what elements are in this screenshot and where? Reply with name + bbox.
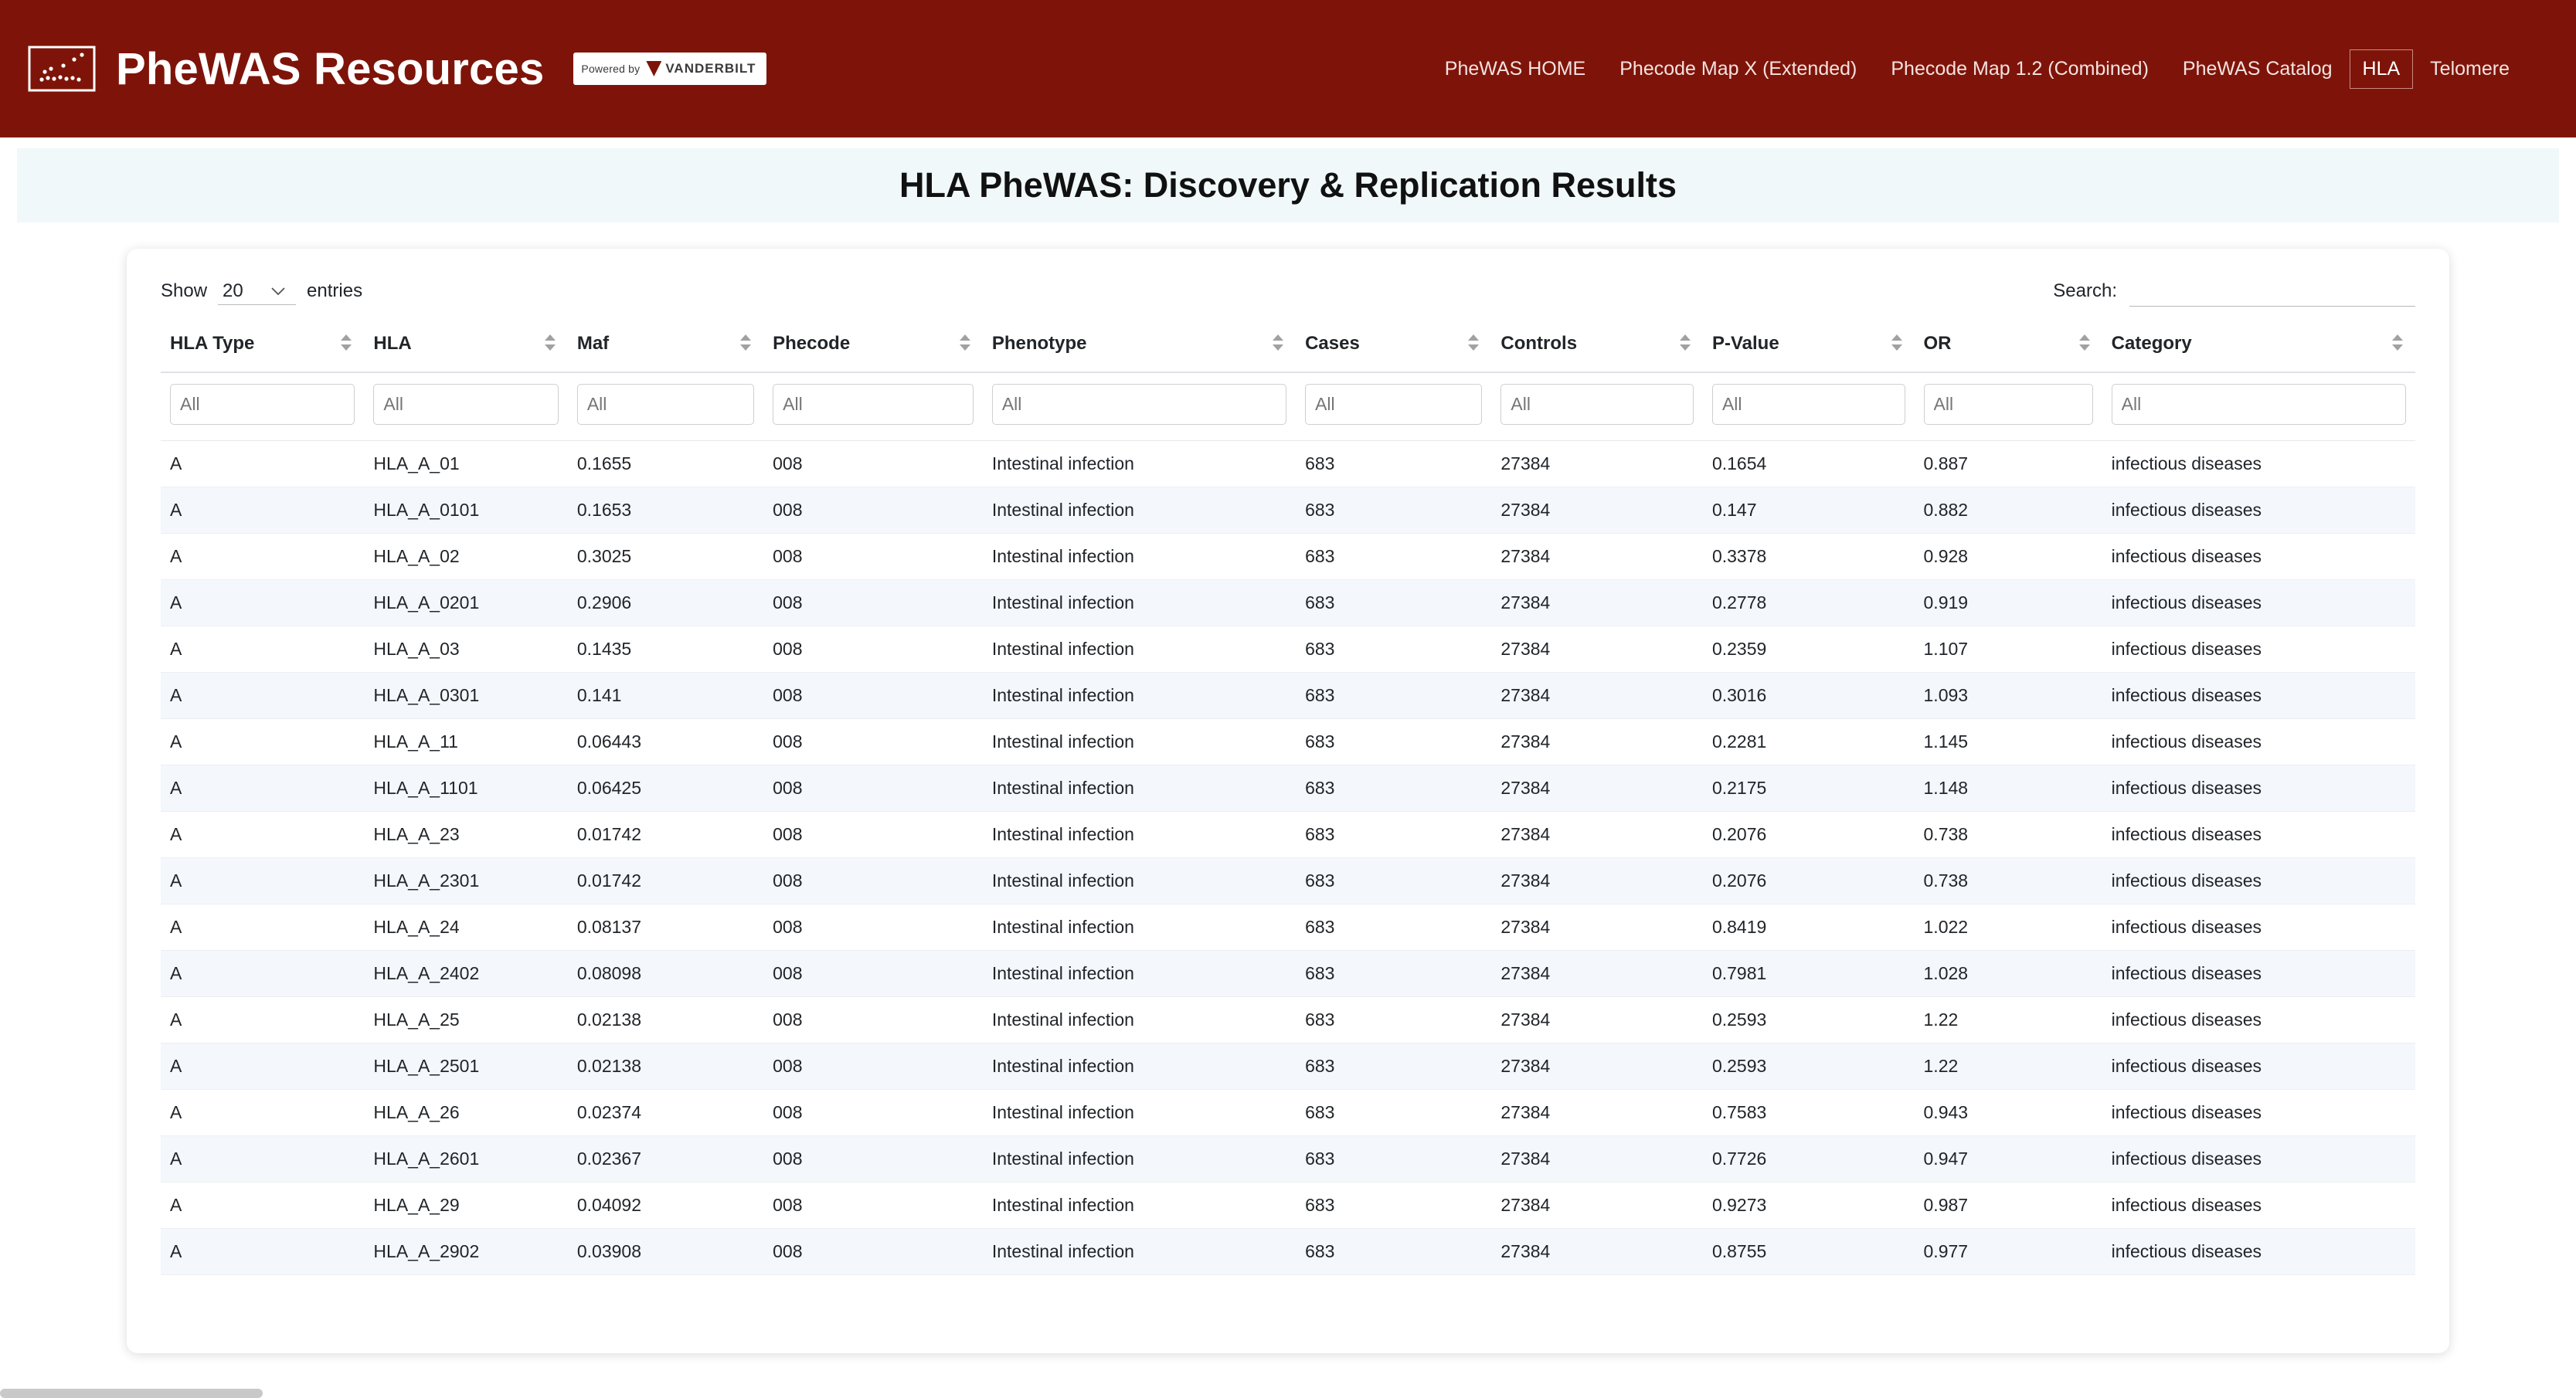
- filter-input-maf[interactable]: [577, 384, 754, 425]
- cell-phenotype: Intestinal infection: [983, 719, 1296, 765]
- cell-maf: 0.04092: [568, 1183, 763, 1229]
- cell-cases: 683: [1296, 812, 1491, 858]
- cell-hla-type: A: [161, 1136, 364, 1183]
- cell-hla-type: A: [161, 719, 364, 765]
- nav-item-phewas-catalog[interactable]: PheWAS Catalog: [2182, 57, 2333, 80]
- cell-hla: HLA_A_0301: [364, 673, 567, 719]
- cell-hla: HLA_A_0201: [364, 580, 567, 626]
- sort-arrows-icon[interactable]: [1891, 334, 1902, 351]
- cell-maf: 0.02367: [568, 1136, 763, 1183]
- cell-controls: 27384: [1491, 487, 1703, 534]
- cell-phenotype: Intestinal infection: [983, 580, 1296, 626]
- cell-p-value: 0.3016: [1703, 673, 1915, 719]
- cell-maf: 0.3025: [568, 534, 763, 580]
- cell-phenotype: Intestinal infection: [983, 812, 1296, 858]
- cell-maf: 0.141: [568, 673, 763, 719]
- cell-phenotype: Intestinal infection: [983, 1090, 1296, 1136]
- cell-hla-type: A: [161, 858, 364, 904]
- cell-p-value: 0.2778: [1703, 580, 1915, 626]
- filter-cell: [364, 372, 567, 441]
- cell-p-value: 0.8419: [1703, 904, 1915, 951]
- cell-hla: HLA_A_26: [364, 1090, 567, 1136]
- cell-phecode: 008: [763, 858, 983, 904]
- filter-cell: [1703, 372, 1915, 441]
- column-header-label: Maf: [576, 333, 610, 354]
- header-row: [161, 327, 2415, 372]
- cell-maf: 0.06425: [568, 765, 763, 812]
- cell-category: infectious diseases: [2102, 951, 2415, 997]
- entries-label: entries: [307, 280, 363, 301]
- table-row[interactable]: [161, 441, 2415, 487]
- cell-hla: HLA_A_25: [364, 997, 567, 1043]
- nav-item-telomere[interactable]: Telomere: [2430, 57, 2510, 80]
- nav-item-phewas-home[interactable]: PheWAS HOME: [1444, 57, 1586, 80]
- show-label: Show: [161, 280, 208, 301]
- cell-hla-type: A: [161, 673, 364, 719]
- cell-hla-type: A: [161, 997, 364, 1043]
- cell-hla: HLA_A_24: [364, 904, 567, 951]
- sort-arrows-icon[interactable]: [1468, 334, 1479, 351]
- cell-maf: 0.08137: [568, 904, 763, 951]
- page-title-band: [17, 148, 2559, 222]
- cell-phecode: 008: [763, 904, 983, 951]
- cell-category: infectious diseases: [2102, 1229, 2415, 1275]
- vanderbilt-wordmark: VANDERBILT: [665, 61, 756, 76]
- cell-or: 1.028: [1915, 951, 2102, 997]
- filter-input-controls[interactable]: [1500, 384, 1694, 425]
- sort-arrows-icon[interactable]: [1680, 334, 1691, 351]
- cell-hla: HLA_A_2501: [364, 1043, 567, 1090]
- cell-phecode: 008: [763, 997, 983, 1043]
- cell-controls: 27384: [1491, 626, 1703, 673]
- cell-p-value: 0.3378: [1703, 534, 1915, 580]
- cell-p-value: 0.1654: [1703, 441, 1915, 487]
- filter-input-phecode[interactable]: [773, 384, 974, 425]
- cell-maf: 0.02138: [568, 997, 763, 1043]
- cell-p-value: 0.7583: [1703, 1090, 1915, 1136]
- column-header-cases[interactable]: [1296, 327, 1491, 372]
- cell-category: infectious diseases: [2102, 1183, 2415, 1229]
- cell-cases: 683: [1296, 1183, 1491, 1229]
- cell-controls: 27384: [1491, 534, 1703, 580]
- cell-or: 0.882: [1915, 487, 2102, 534]
- cell-phenotype: Intestinal infection: [983, 534, 1296, 580]
- cell-p-value: 0.9273: [1703, 1183, 1915, 1229]
- cell-phenotype: Intestinal infection: [983, 1183, 1296, 1229]
- table-row[interactable]: [161, 1136, 2415, 1183]
- cell-cases: 683: [1296, 580, 1491, 626]
- cell-cases: 683: [1296, 673, 1491, 719]
- brand[interactable]: [26, 33, 766, 104]
- cell-controls: 27384: [1491, 719, 1703, 765]
- nav-item-phecode-map-12[interactable]: Phecode Map 1.2 (Combined): [1891, 57, 2149, 80]
- cell-or: 1.107: [1915, 626, 2102, 673]
- cell-cases: 683: [1296, 441, 1491, 487]
- cell-or: 0.738: [1915, 858, 2102, 904]
- cell-hla: HLA_A_03: [364, 626, 567, 673]
- cell-phecode: 008: [763, 673, 983, 719]
- cell-category: infectious diseases: [2102, 719, 2415, 765]
- cell-controls: 27384: [1491, 858, 1703, 904]
- cell-hla-type: A: [161, 765, 364, 812]
- cell-or: 0.928: [1915, 534, 2102, 580]
- cell-controls: 27384: [1491, 1090, 1703, 1136]
- filter-cell: [1296, 372, 1491, 441]
- filter-input-cases[interactable]: [1305, 384, 1482, 425]
- cell-phenotype: Intestinal infection: [983, 997, 1296, 1043]
- sort-arrows-icon[interactable]: [2079, 334, 2090, 351]
- table-row[interactable]: [161, 997, 2415, 1043]
- cell-p-value: 0.2076: [1703, 858, 1915, 904]
- cell-cases: 683: [1296, 904, 1491, 951]
- filter-input-category[interactable]: [2112, 384, 2406, 425]
- cell-category: infectious diseases: [2102, 765, 2415, 812]
- cell-hla-type: A: [161, 1229, 364, 1275]
- cell-hla-type: A: [161, 1043, 364, 1090]
- cell-phecode: 008: [763, 626, 983, 673]
- cell-phenotype: Intestinal infection: [983, 951, 1296, 997]
- cell-or: 0.947: [1915, 1136, 2102, 1183]
- cell-category: infectious diseases: [2102, 441, 2415, 487]
- cell-or: 1.022: [1915, 904, 2102, 951]
- cell-maf: 0.1435: [568, 626, 763, 673]
- table-row[interactable]: [161, 673, 2415, 719]
- cell-maf: 0.02374: [568, 1090, 763, 1136]
- cell-cases: 683: [1296, 626, 1491, 673]
- cell-hla-type: A: [161, 904, 364, 951]
- cell-phenotype: Intestinal infection: [983, 904, 1296, 951]
- cell-phenotype: Intestinal infection: [983, 441, 1296, 487]
- column-header-controls[interactable]: [1491, 327, 1703, 372]
- results-card: [127, 249, 2449, 1353]
- column-header-hla[interactable]: [364, 327, 567, 372]
- powered-by-badge: [573, 53, 766, 85]
- vanderbilt-mark-icon: [646, 61, 661, 76]
- cell-phenotype: Intestinal infection: [983, 626, 1296, 673]
- cell-controls: 27384: [1491, 1229, 1703, 1275]
- cell-hla-type: A: [161, 534, 364, 580]
- cell-category: infectious diseases: [2102, 487, 2415, 534]
- cell-maf: 0.08098: [568, 951, 763, 997]
- table-row[interactable]: [161, 1183, 2415, 1229]
- cell-phenotype: Intestinal infection: [983, 1043, 1296, 1090]
- scatter-plot-logo-icon: [26, 33, 97, 104]
- sort-arrows-icon[interactable]: [545, 334, 556, 351]
- nav-item-hla[interactable]: HLA: [2350, 49, 2414, 89]
- cell-cases: 683: [1296, 1043, 1491, 1090]
- entries-select-wrap: [218, 277, 296, 305]
- results-table: [161, 327, 2415, 1275]
- table-row[interactable]: [161, 858, 2415, 904]
- cell-p-value: 0.7981: [1703, 951, 1915, 997]
- cell-phecode: 008: [763, 1229, 983, 1275]
- cell-or: 0.977: [1915, 1229, 2102, 1275]
- cell-p-value: 0.2281: [1703, 719, 1915, 765]
- horizontal-scrollbar[interactable]: [0, 1389, 263, 1398]
- table-row[interactable]: [161, 812, 2415, 858]
- cell-or: 0.919: [1915, 580, 2102, 626]
- cell-category: infectious diseases: [2102, 812, 2415, 858]
- cell-hla-type: A: [161, 1090, 364, 1136]
- sort-arrows-icon[interactable]: [740, 334, 751, 351]
- cell-p-value: 0.2593: [1703, 1043, 1915, 1090]
- cell-category: infectious diseases: [2102, 1136, 2415, 1183]
- cell-hla-type: A: [161, 951, 364, 997]
- column-header-label: OR: [1923, 333, 1952, 354]
- cell-controls: 27384: [1491, 904, 1703, 951]
- cell-phenotype: Intestinal infection: [983, 1229, 1296, 1275]
- filter-cell: [1491, 372, 1703, 441]
- sort-arrows-icon[interactable]: [2392, 334, 2403, 351]
- results-table-head: [161, 327, 2415, 441]
- cell-category: infectious diseases: [2102, 904, 2415, 951]
- column-header-label: HLA Type: [170, 333, 255, 354]
- filter-cell: [2102, 372, 2415, 441]
- table-row[interactable]: [161, 951, 2415, 997]
- cell-category: infectious diseases: [2102, 534, 2415, 580]
- filter-input-p-value[interactable]: [1712, 384, 1905, 425]
- cell-p-value: 0.2593: [1703, 997, 1915, 1043]
- cell-category: infectious diseases: [2102, 580, 2415, 626]
- filter-input-or[interactable]: [1924, 384, 2093, 425]
- cell-hla-type: A: [161, 441, 364, 487]
- cell-category: infectious diseases: [2102, 626, 2415, 673]
- page-title: HLA PheWAS: Discovery & Replication Results: [899, 165, 1677, 205]
- cell-cases: 683: [1296, 719, 1491, 765]
- cell-cases: 683: [1296, 997, 1491, 1043]
- cell-or: 1.22: [1915, 1043, 2102, 1090]
- cell-or: 0.943: [1915, 1090, 2102, 1136]
- cell-hla: HLA_A_0101: [364, 487, 567, 534]
- column-header-label: Controls: [1500, 333, 1578, 354]
- cell-or: 1.148: [1915, 765, 2102, 812]
- cell-phecode: 008: [763, 719, 983, 765]
- cell-controls: 27384: [1491, 1136, 1703, 1183]
- cell-phecode: 008: [763, 812, 983, 858]
- cell-cases: 683: [1296, 765, 1491, 812]
- cell-category: infectious diseases: [2102, 858, 2415, 904]
- cell-category: infectious diseases: [2102, 997, 2415, 1043]
- cell-hla-type: A: [161, 580, 364, 626]
- cell-controls: 27384: [1491, 580, 1703, 626]
- cell-hla: HLA_A_29: [364, 1183, 567, 1229]
- cell-cases: 683: [1296, 487, 1491, 534]
- table-row[interactable]: [161, 904, 2415, 951]
- cell-phenotype: Intestinal infection: [983, 765, 1296, 812]
- cell-maf: 0.06443: [568, 719, 763, 765]
- cell-phecode: 008: [763, 951, 983, 997]
- cell-hla: HLA_A_2301: [364, 858, 567, 904]
- cell-hla-type: A: [161, 812, 364, 858]
- search-control: [2053, 275, 2415, 307]
- filter-cell: [763, 372, 983, 441]
- column-header-phenotype[interactable]: [983, 327, 1296, 372]
- cell-or: 0.987: [1915, 1183, 2102, 1229]
- cell-maf: 0.01742: [568, 858, 763, 904]
- column-header-label: HLA: [373, 333, 412, 354]
- cell-or: 1.22: [1915, 997, 2102, 1043]
- cell-maf: 0.1655: [568, 441, 763, 487]
- sort-arrows-icon[interactable]: [1273, 334, 1283, 351]
- filter-input-phenotype[interactable]: [992, 384, 1286, 425]
- cell-phecode: 008: [763, 1183, 983, 1229]
- cell-cases: 683: [1296, 1090, 1491, 1136]
- nav-item-phecode-map-x[interactable]: Phecode Map X (Extended): [1619, 57, 1857, 80]
- cell-cases: 683: [1296, 1229, 1491, 1275]
- cell-controls: 27384: [1491, 1183, 1703, 1229]
- column-header-label: Phecode: [773, 333, 851, 354]
- cell-phenotype: Intestinal infection: [983, 673, 1296, 719]
- cell-hla: HLA_A_2601: [364, 1136, 567, 1183]
- filter-input-hla-type[interactable]: [170, 384, 355, 425]
- cell-p-value: 0.147: [1703, 487, 1915, 534]
- table-row[interactable]: [161, 765, 2415, 812]
- cell-phecode: 008: [763, 441, 983, 487]
- cell-cases: 683: [1296, 1136, 1491, 1183]
- show-entries-control: [161, 277, 362, 305]
- cell-or: 0.738: [1915, 812, 2102, 858]
- column-header-p-value[interactable]: [1703, 327, 1915, 372]
- cell-controls: 27384: [1491, 441, 1703, 487]
- cell-controls: 27384: [1491, 673, 1703, 719]
- cell-or: 1.093: [1915, 673, 2102, 719]
- cell-maf: 0.02138: [568, 1043, 763, 1090]
- cell-hla-type: A: [161, 487, 364, 534]
- cell-cases: 683: [1296, 534, 1491, 580]
- cell-p-value: 0.8755: [1703, 1229, 1915, 1275]
- column-header-label: P-Value: [1711, 333, 1779, 354]
- cell-phecode: 008: [763, 1136, 983, 1183]
- cell-hla: HLA_A_11: [364, 719, 567, 765]
- filter-cell: [1915, 372, 2102, 441]
- brand-title: PheWAS Resources: [116, 43, 545, 94]
- cell-phecode: 008: [763, 1043, 983, 1090]
- site-header: [0, 0, 2576, 137]
- table-row[interactable]: [161, 1043, 2415, 1090]
- cell-hla: HLA_A_23: [364, 812, 567, 858]
- cell-hla: HLA_A_01: [364, 441, 567, 487]
- cell-controls: 27384: [1491, 765, 1703, 812]
- cell-cases: 683: [1296, 858, 1491, 904]
- column-header-phecode[interactable]: [763, 327, 983, 372]
- cell-phecode: 008: [763, 487, 983, 534]
- cell-category: infectious diseases: [2102, 1090, 2415, 1136]
- cell-phecode: 008: [763, 765, 983, 812]
- cell-hla-type: A: [161, 1183, 364, 1229]
- table-row[interactable]: [161, 1090, 2415, 1136]
- search-input[interactable]: [2129, 275, 2415, 307]
- column-header-or[interactable]: [1915, 327, 2102, 372]
- cell-or: 1.145: [1915, 719, 2102, 765]
- cell-phenotype: Intestinal infection: [983, 1136, 1296, 1183]
- cell-p-value: 0.2175: [1703, 765, 1915, 812]
- cell-phecode: 008: [763, 1090, 983, 1136]
- cell-hla: HLA_A_2402: [364, 951, 567, 997]
- cell-hla-type: A: [161, 626, 364, 673]
- powered-by-label: Powered by: [581, 62, 641, 75]
- cell-p-value: 0.2076: [1703, 812, 1915, 858]
- cell-controls: 27384: [1491, 1043, 1703, 1090]
- cell-controls: 27384: [1491, 812, 1703, 858]
- vanderbilt-logo: [646, 61, 756, 76]
- cell-phenotype: Intestinal infection: [983, 487, 1296, 534]
- cell-phecode: 008: [763, 534, 983, 580]
- table-row[interactable]: [161, 580, 2415, 626]
- cell-hla: HLA_A_02: [364, 534, 567, 580]
- search-label: Search:: [2053, 280, 2117, 301]
- filter-cell: [161, 372, 364, 441]
- cell-maf: 0.01742: [568, 812, 763, 858]
- sort-arrows-icon[interactable]: [341, 334, 352, 351]
- column-header-label: Category: [2111, 333, 2192, 354]
- cell-p-value: 0.7726: [1703, 1136, 1915, 1183]
- cell-cases: 683: [1296, 951, 1491, 997]
- cell-controls: 27384: [1491, 997, 1703, 1043]
- table-row[interactable]: [161, 534, 2415, 580]
- cell-hla: HLA_A_2902: [364, 1229, 567, 1275]
- column-filter-row: [161, 372, 2415, 441]
- column-header-label: Phenotype: [991, 333, 1087, 354]
- cell-controls: 27384: [1491, 951, 1703, 997]
- cell-category: infectious diseases: [2102, 673, 2415, 719]
- table-controls: [161, 275, 2415, 307]
- main-navigation: [1428, 49, 2527, 89]
- results-table-body: [161, 441, 2415, 1275]
- cell-p-value: 0.2359: [1703, 626, 1915, 673]
- sort-arrows-icon[interactable]: [960, 334, 970, 351]
- table-row[interactable]: [161, 487, 2415, 534]
- cell-phenotype: Intestinal infection: [983, 858, 1296, 904]
- cell-or: 0.887: [1915, 441, 2102, 487]
- cell-maf: 0.1653: [568, 487, 763, 534]
- filter-input-hla[interactable]: [373, 384, 558, 425]
- filter-cell: [568, 372, 763, 441]
- cell-hla: HLA_A_1101: [364, 765, 567, 812]
- cell-category: infectious diseases: [2102, 1043, 2415, 1090]
- cell-phecode: 008: [763, 580, 983, 626]
- table-row[interactable]: [161, 1229, 2415, 1275]
- table-row[interactable]: [161, 719, 2415, 765]
- column-header-label: Cases: [1305, 333, 1360, 354]
- entries-per-page-select[interactable]: [218, 277, 296, 305]
- cell-maf: 0.03908: [568, 1229, 763, 1275]
- column-header-hla-type[interactable]: [161, 327, 364, 372]
- filter-cell: [983, 372, 1296, 441]
- cell-maf: 0.2906: [568, 580, 763, 626]
- column-header-category[interactable]: [2102, 327, 2415, 372]
- table-row[interactable]: [161, 626, 2415, 673]
- column-header-maf[interactable]: [568, 327, 763, 372]
